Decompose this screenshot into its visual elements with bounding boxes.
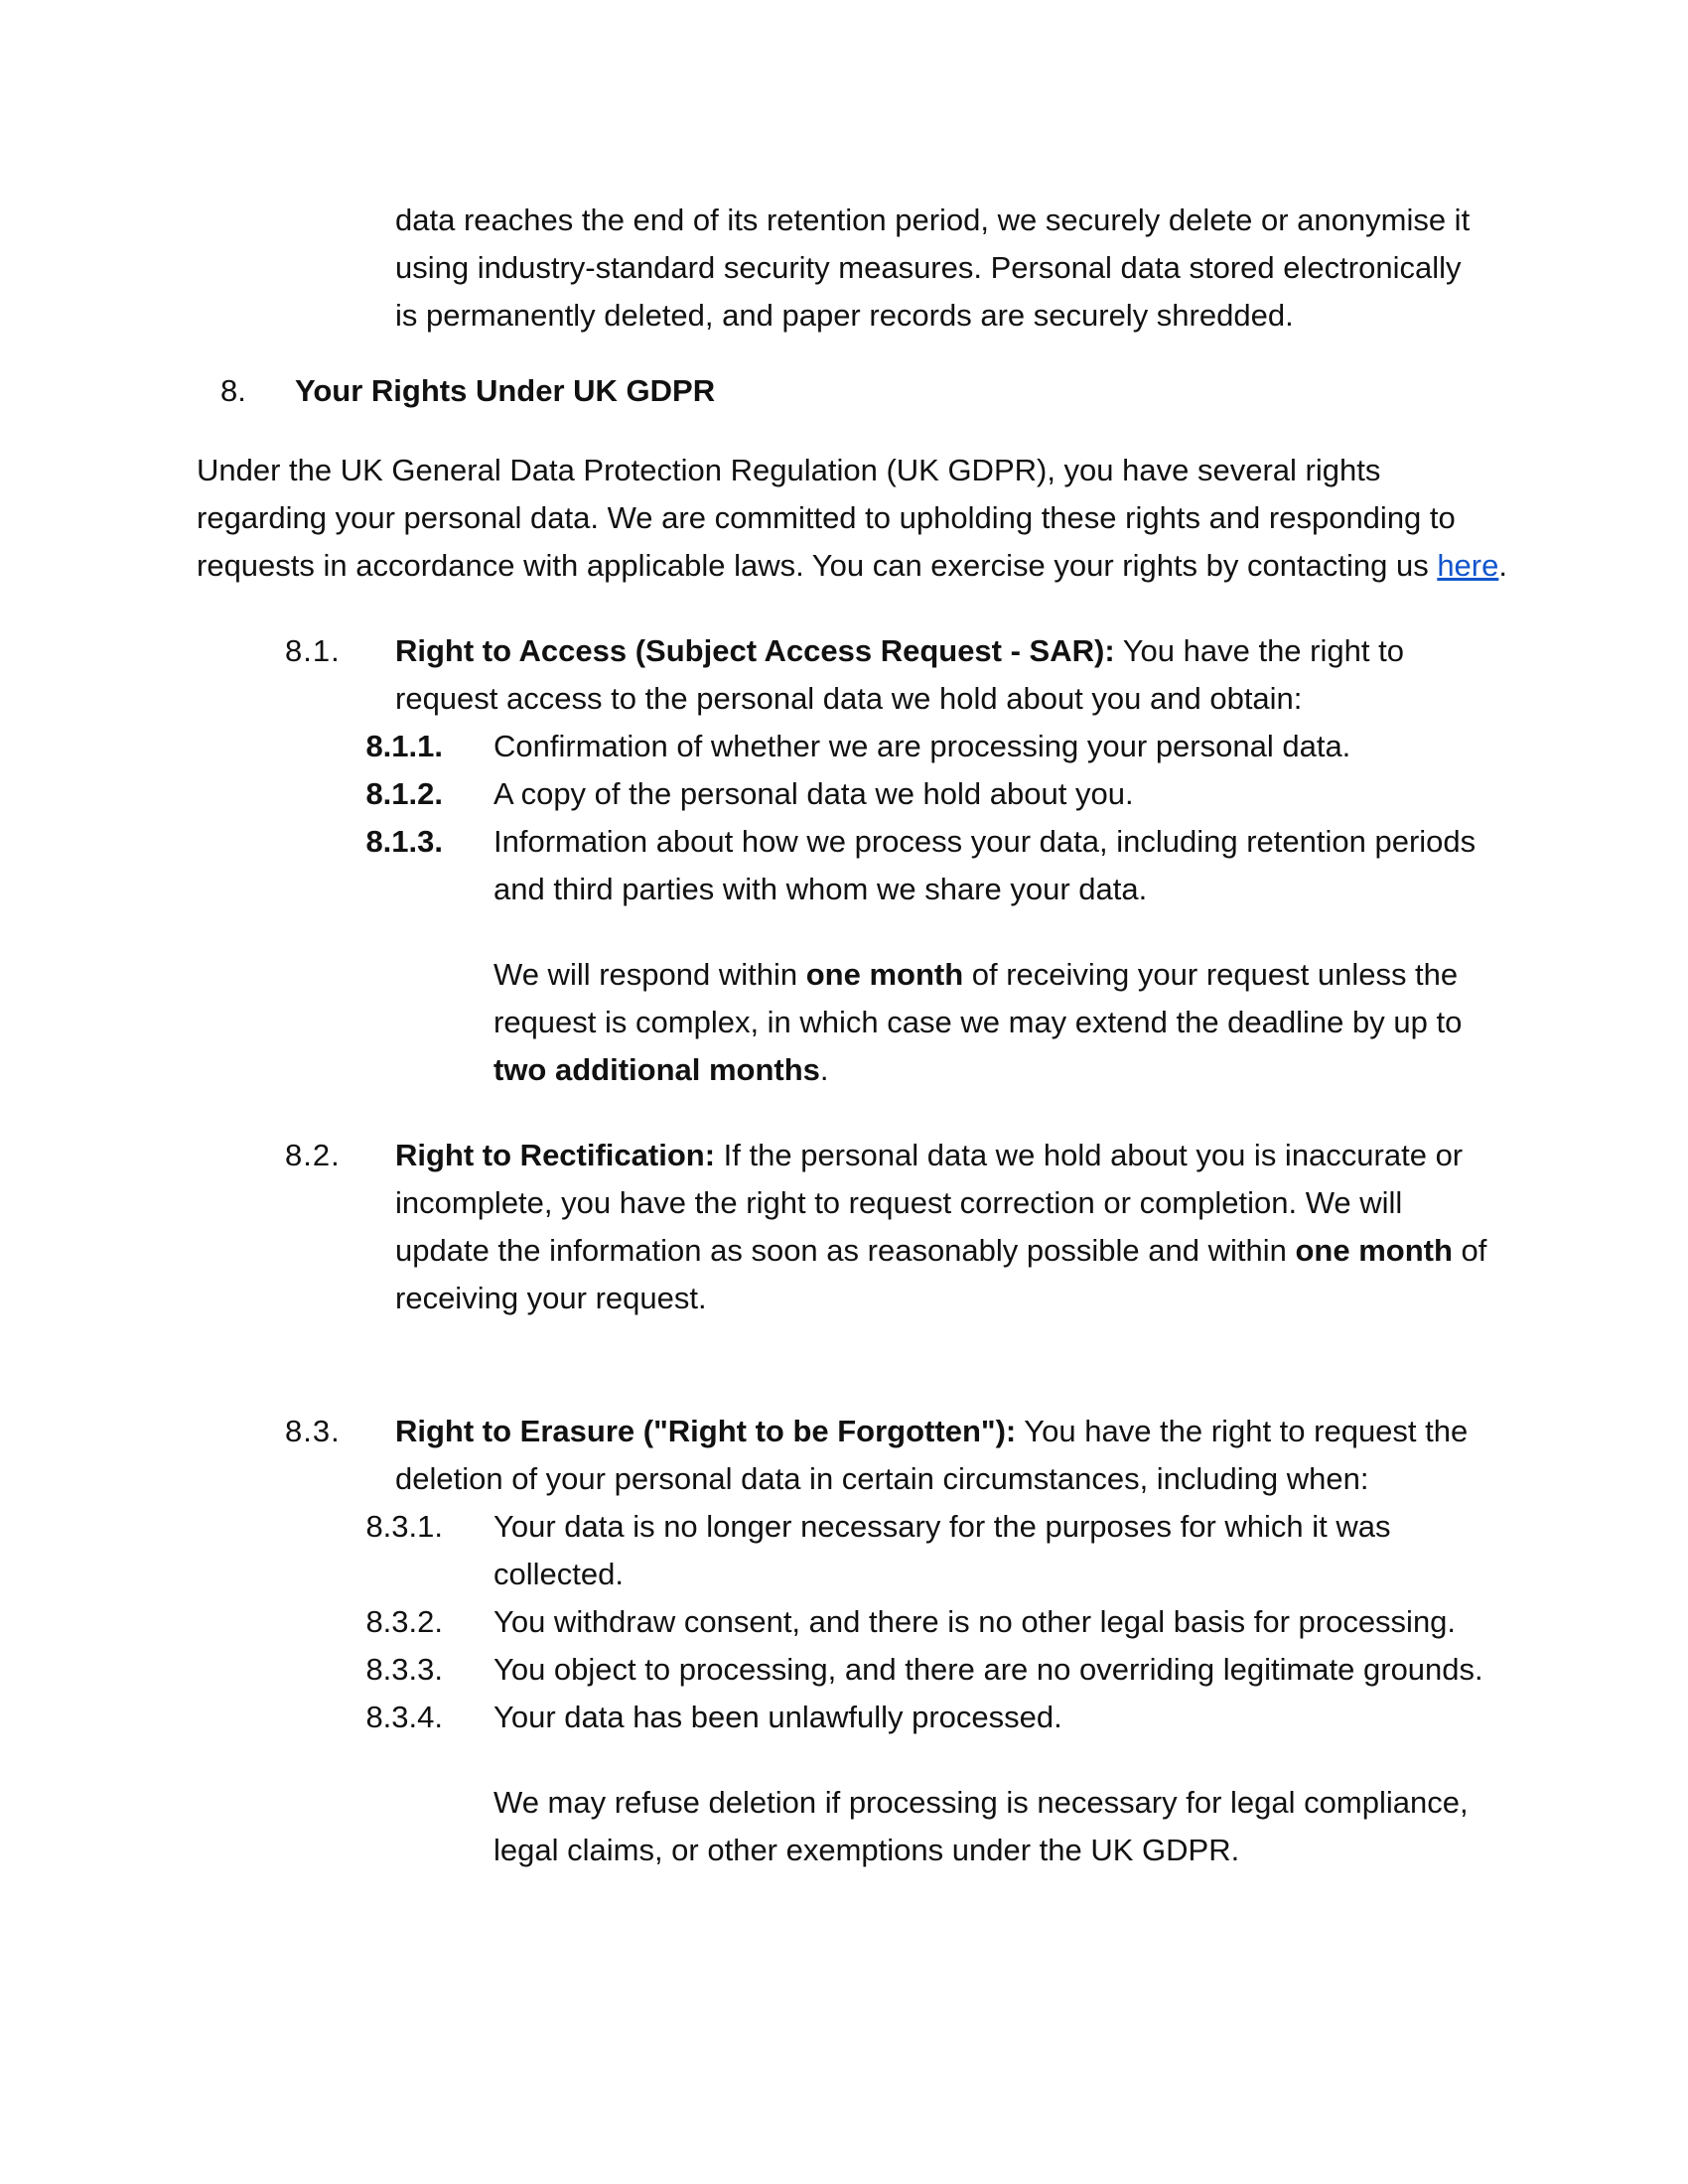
item-8-3-3-text: You object to processing, and there are no overriding legitimate grounds. [493, 1652, 1483, 1687]
item-8-1-3-number: 8.1.3. [365, 824, 443, 859]
section-8-2-number: 8.2. [285, 1138, 341, 1172]
section-8-3-title: Right to Erasure ("Right to be Forgotten"): [395, 1414, 1017, 1448]
section-8-2-one-month: one month [1295, 1233, 1453, 1268]
section-8-intro-text: Under the UK General Data Protection Regulation (UK GDPR), you have several rights regarding your personal data. We are committed to upholding these rights and responding to requests in accordance with applicable laws. You can exercise your rights by contacting us [197, 453, 1456, 583]
item-8-3-1-number: 8.3.1. [365, 1509, 443, 1544]
item-8-1-2-text: A copy of the personal data we hold about you. [493, 776, 1134, 811]
section-8-2-text-c: of receiving your request. [395, 1233, 1487, 1315]
item-8-1-3-text: Information about how we process your data, including retention periods and third parties with whom we share your data. [493, 824, 1477, 906]
item-8-3-2-number: 8.3.2. [365, 1604, 443, 1639]
section-8-3-text: You have the right to request the deletion of your personal data in certain circumstances, including when: [395, 1414, 1469, 1496]
section-8-intro-paragraph [197, 447, 1507, 590]
item-8-1-2-number: 8.1.2. [365, 776, 443, 811]
section-8-1-response-note [493, 951, 1496, 1094]
item-8-3-1-text: Your data is no longer necessary for the purposes for which it was collected. [493, 1509, 1391, 1591]
item-8-3-4-text: Your data has been unlawfully processed. [493, 1700, 1062, 1734]
item-8-3-2-text: You withdraw consent, and there is no other legal basis for processing. [493, 1604, 1457, 1639]
section-8-3-refusal-note: We may refuse deletion if processing is necessary for legal compliance, legal claims, or other exemptions under the UK GDPR. [493, 1785, 1469, 1867]
retention-continuation-paragraph: data reaches the end of its retention period, we securely delete or anonymise it using industry-standard security measures. Personal data stored electronically is permanently deleted, and paper records are securely shredded. [395, 203, 1471, 333]
item-8-1-1-text: Confirmation of whether we are processing your personal data. [493, 729, 1351, 763]
note-two-additional-months: two additional months [493, 1052, 820, 1087]
note-one-month: one month [805, 957, 964, 992]
section-8-1-paragraph [395, 627, 1497, 723]
section-8-intro-end: . [1498, 548, 1507, 583]
section-8-2-text-a: If the personal data we hold about you is inaccurate or incomplete, you have the right to request correction or completion. We will update the information as soon as reasonably possible and within [395, 1138, 1464, 1268]
section-8-2-title: Right to Rectification: [395, 1138, 716, 1172]
section-8-3-paragraph [395, 1408, 1497, 1503]
section-8-1-number: 8.1. [285, 633, 341, 668]
section-8-2-paragraph [395, 1132, 1497, 1322]
section-8-1-text: You have the right to request access to the personal data we hold about you and obtain: [395, 633, 1404, 716]
item-8-3-4-number: 8.3.4. [365, 1700, 443, 1734]
note-text-c: of receiving your request unless the request is complex, in which case we may extend the deadline by up to [493, 957, 1463, 1039]
contact-here-link[interactable]: here [1437, 548, 1499, 583]
item-8-3-3-number: 8.3.3. [365, 1652, 443, 1687]
item-8-1-1-number: 8.1.1. [365, 729, 443, 763]
section-8-title: Your Rights Under UK GDPR [295, 373, 716, 408]
section-8-1-title: Right to Access (Subject Access Request - SAR): [395, 633, 1115, 668]
section-8-number: 8. [220, 373, 246, 408]
section-8-3-number: 8.3. [285, 1414, 341, 1448]
note-text-a: We will respond within [493, 957, 806, 992]
note-text-e: . [819, 1052, 829, 1087]
